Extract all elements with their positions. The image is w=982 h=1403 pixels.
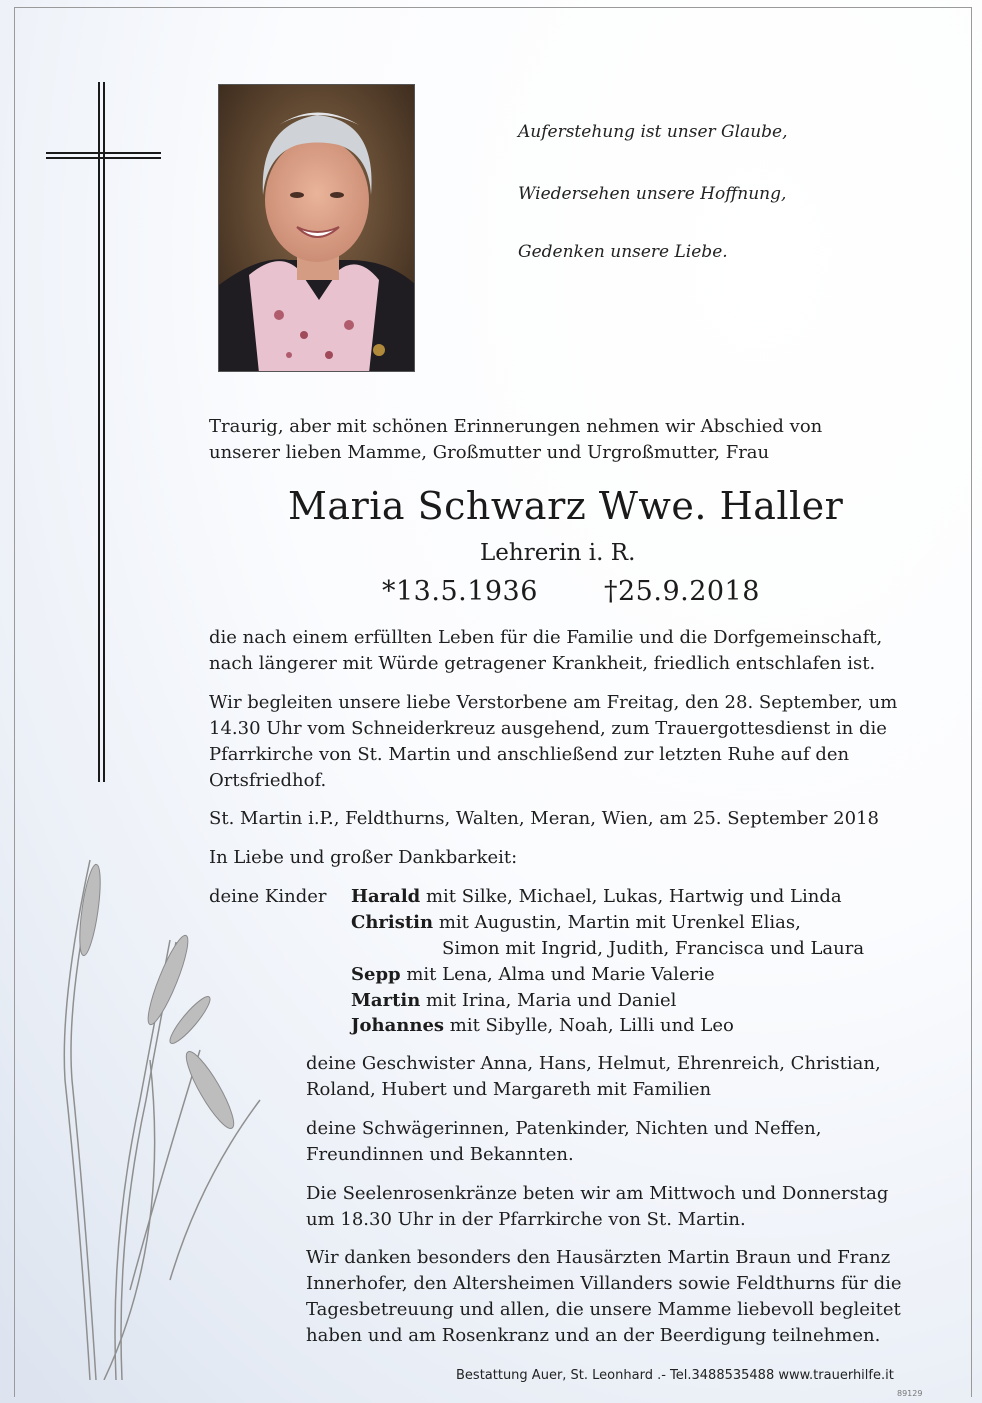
thanks-line-4: haben und am Rosenkranz und an der Beerdigung teilnehmen. xyxy=(306,1325,881,1346)
child-name: Johannes xyxy=(351,1015,445,1036)
child-name: Harald xyxy=(351,886,421,907)
document-code: 89129 xyxy=(897,1389,923,1398)
child-family: mit Silke, Michael, Lukas, Hartwig und Linda xyxy=(420,886,842,907)
child-row-2 xyxy=(351,910,801,936)
children-label: deine Kinder xyxy=(209,886,327,907)
others-line-2: Freundinnen und Bekannten. xyxy=(306,1144,574,1165)
child-row-1 xyxy=(351,884,842,910)
child-row-3 xyxy=(442,936,864,962)
quote-line-2: Wiedersehen unsere Hoffnung, xyxy=(518,184,787,204)
quote-line-1: Auferstehung ist unser Glaube, xyxy=(518,122,788,142)
cross-icon-vertical xyxy=(98,82,105,782)
intro-line-2: unserer lieben Mamme, Großmutter und Urgroßmutter, Frau xyxy=(209,442,770,463)
cross-icon-horizontal xyxy=(46,152,161,159)
child-name: Christin xyxy=(351,912,434,933)
child-family: mit Lena, Alma und Marie Valerie xyxy=(400,964,715,985)
child-name: Sepp xyxy=(351,964,401,985)
deceased-profession: Lehrerin i. R. xyxy=(480,540,636,566)
child-row-4 xyxy=(351,962,715,988)
rosary-line-1: Die Seelenrosenkränze beten wir am Mittwoch und Donnerstag xyxy=(306,1183,889,1204)
funeral-home-footer: Bestattung Auer, St. Leonhard .- Tel.3488535488 www.trauerhilfe.it xyxy=(456,1368,894,1383)
death-date: †25.9.2018 xyxy=(604,576,760,607)
child-family: mit Irina, Maria und Daniel xyxy=(420,990,677,1011)
child-name: Martin xyxy=(351,990,421,1011)
funeral-line-1: Wir begleiten unsere liebe Verstorbene am Freitag, den 28. September, um xyxy=(209,692,898,713)
border-right xyxy=(971,7,972,1397)
passing-line-2: nach längerer mit Würde getragener Krankheit, friedlich entschlafen ist. xyxy=(209,653,876,674)
place-date: St. Martin i.P., Feldthurns, Walten, Meran, Wien, am 25. September 2018 xyxy=(209,808,879,829)
child-row-5 xyxy=(351,988,676,1014)
intro-line-1: Traurig, aber mit schönen Erinnerungen nehmen wir Abschied von xyxy=(209,416,823,437)
funeral-line-2: 14.30 Uhr vom Schneiderkreuz ausgehend, zum Trauergottesdienst in die xyxy=(209,718,887,739)
quote-line-3: Gedenken unsere Liebe. xyxy=(518,242,728,262)
others-line-1: deine Schwägerinnen, Patenkinder, Nichten und Neffen, xyxy=(306,1118,822,1139)
funeral-line-3: Pfarrkirche von St. Martin und anschließend zur letzten Ruhe auf den xyxy=(209,744,850,765)
thanks-line-3: Tagesbetreuung und allen, die unsere Mamme liebevoll begleitet xyxy=(306,1299,901,1320)
portrait-image xyxy=(219,85,415,372)
child-family: Simon mit Ingrid, Judith, Francisca und Laura xyxy=(442,938,865,959)
siblings-line-2: Roland, Hubert und Margareth mit Familien xyxy=(306,1079,712,1100)
thanks-line-2: Innerhofer, den Altersheimen Villanders sowie Feldthurns für die xyxy=(306,1273,902,1294)
child-family: mit Sibylle, Noah, Lilli und Leo xyxy=(444,1015,734,1036)
child-family: mit Augustin, Martin mit Urenkel Elias, xyxy=(433,912,801,933)
border-left xyxy=(14,7,15,1397)
thanks-line-1: Wir danken besonders den Hausärzten Martin Braun und Franz xyxy=(306,1247,891,1268)
passing-line-1: die nach einem erfüllten Leben für die Familie und die Dorfgemeinschaft, xyxy=(209,627,883,648)
siblings-line-1: deine Geschwister Anna, Hans, Helmut, Ehrenreich, Christian, xyxy=(306,1053,881,1074)
gratitude-line: In Liebe und großer Dankbarkeit: xyxy=(209,847,518,868)
child-row-6 xyxy=(351,1013,734,1039)
rosary-line-2: um 18.30 Uhr in der Pfarrkirche von St. Martin. xyxy=(306,1209,746,1230)
border-top xyxy=(14,7,972,8)
deceased-name: Maria Schwarz Wwe. Haller xyxy=(288,484,844,528)
funeral-line-4: Ortsfriedhof. xyxy=(209,770,327,791)
portrait-photo xyxy=(218,84,415,372)
birth-date: *13.5.1936 xyxy=(382,576,538,607)
